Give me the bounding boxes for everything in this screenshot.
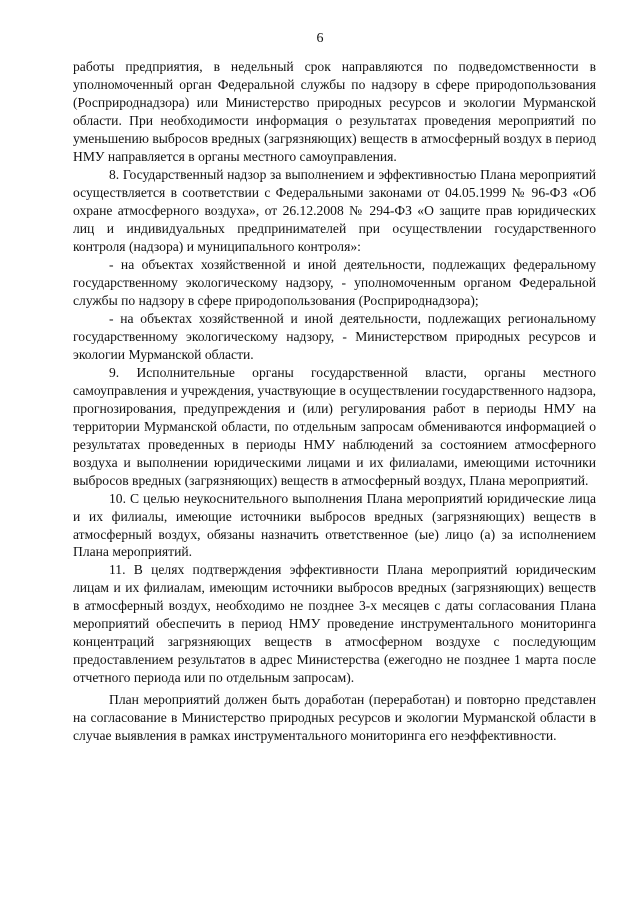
paragraph-8: 8. Государственный надзор за выполнением и эффективностью Плана мероприятий осуществляется в соответствии с Федеральными законами от 04.05.1999 № 96-ФЗ «Об охране атмосферного воздуха», от 26.12.2008 № 294-ФЗ «О защите прав юридических лиц и индивидуальных предпринимателей при осуществлении государственного контроля (надзора) и муниципального контроля»: [73,167,596,255]
document-body [73,58,596,744]
paragraph-11: 11. В целях подтверждения эффективности Плана мероприятий юридическим лицам и их филиалам, имеющим источники выбросов вредных (загрязняющих) веществ в атмосферный воздух, необходимо не позднее 3-х месяцев с даты согласования Плана мероприятий обеспечить в период НМУ проведение инструментального мониторинга концентраций загрязняющих веществ в атмосферном воздухе с последующим предоставлением результатов в адрес Министерства (ежегодно не позднее 1 марта после отчетного периода или по отдельным запросам). [73,562,596,685]
page-number: 6 [316,31,324,46]
list-item-regional-supervision: - на объектах хозяйственной и иной деятельности, подлежащих региональному государственному экологическому надзору, - Министерством природных ресурсов и экологии Мурманской области. [73,310,596,362]
paragraph-plan-revision: План мероприятий должен быть доработан (переработан) и повторно представлен на согласование в Министерство природных ресурсов и экологии Мурманской области в случае выявления в рамках инструментального мониторинга его неэффективности. [73,691,596,743]
paragraph-10: 10. С целью неукоснительного выполнения Плана мероприятий юридические лица и их филиалы, имеющие источники выбросов вредных (загрязняющих) веществ в атмосферный воздух, обязаны назначить ответственное (ые) лицо (а) за исполнением Плана мероприятий. [73,490,596,560]
paragraph-9: 9. Исполнительные органы государственной власти, органы местного самоуправления и учреждения, участвующие в осуществлении государственного надзора, прогнозирования, предупреждения и (или) регулирования работ в периоды НМУ на территории Мурманской области, по отдельным запросам обмениваются информацией о результатах проведенных в периоды НМУ наблюдений за состоянием атмосферного воздуха и выполнении юридическими лицами и их филиалами, имеющими источники выбросов вредных (загрязняющих) веществ в атмосферный воздух, Плана мероприятий. [73,365,596,488]
list-item-federal-supervision: - на объектах хозяйственной и иной деятельности, подлежащих федеральному государственному экологическому надзору, - уполномоченным органом Федеральной службы по надзору в сфере природопользования (Росприроднадзора); [73,256,596,308]
paragraph-continuation: работы предприятия, в недельный срок направляются по подведомственности в уполномоченный орган Федеральной службы по надзору в сфере природопользования (Росприроднадзора) или Министерство природных ресурсов и экологии Мурманской области. При необходимости информация о результатах проведения мероприятий по уменьшению выбросов вредных (загрязняющих) веществ в атмосферный воздух в период НМУ направляется в органы местного самоуправления. [73,59,596,164]
